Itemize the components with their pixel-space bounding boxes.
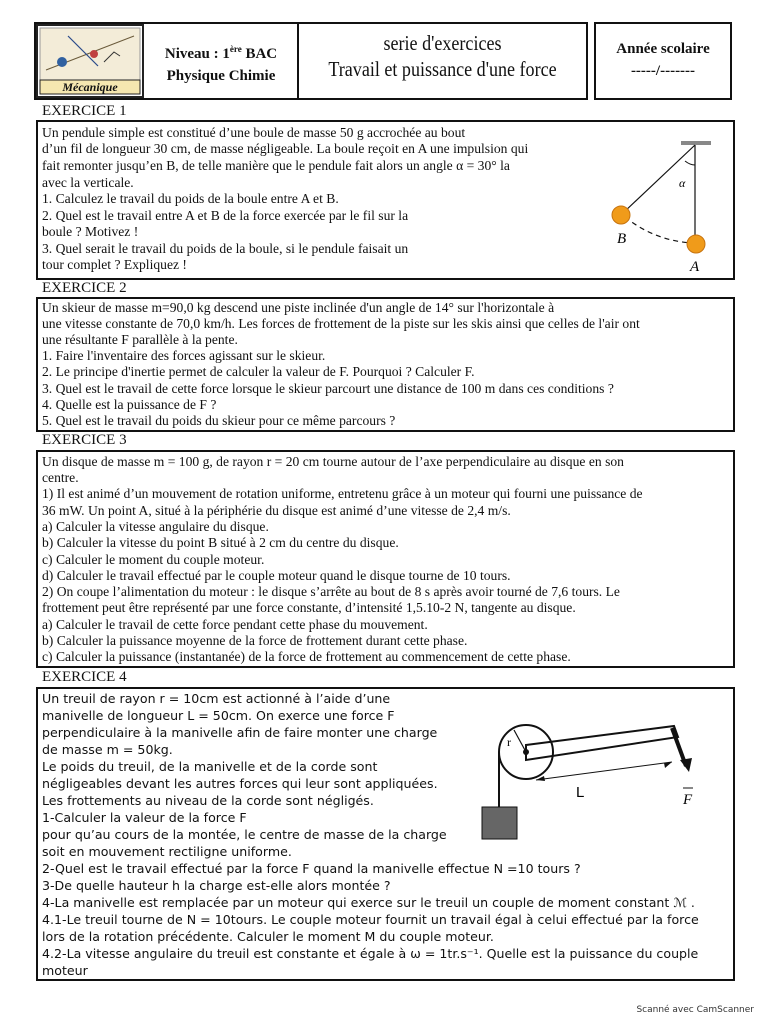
- ex4-line: 1-Calculer la valeur de la force F: [42, 810, 247, 825]
- ex4-line: lors de la rotation précédente. Calculer le moment M du couple moteur.: [42, 929, 494, 944]
- ex1-line: 1. Calculez le travail du poids de la boule entre A et B.: [42, 191, 339, 206]
- ex3-line: 1) Il est animé d’un mouvement de rotation uniforme, entretenu grâce à un moteur qui fourni une puissance de: [42, 486, 643, 501]
- ex3-line: centre.: [42, 470, 79, 485]
- ex1-line: d’un fil de longueur 30 cm, de masse négligeable. La boule reçoit en A une impulsion qui: [42, 141, 529, 156]
- ex1-line: 2. Quel est le travail entre A et B de la force exercée par le fil sur la: [42, 208, 409, 223]
- ex4-line: 4.2-La vitesse angulaire du treuil est constante et égale à ω = 1tr.s⁻¹. Quelle est la puissance du couple: [42, 946, 699, 961]
- exercise-3-title: EXERCICE 3: [42, 432, 127, 448]
- ex2-line: 4. Quelle est la puissance de F ?: [42, 397, 217, 412]
- pendulum-angle-label: α: [679, 176, 686, 190]
- pendulum-support: [681, 141, 711, 145]
- load-block: [482, 807, 517, 839]
- ex4-line: perpendiculaire à la manivelle afin de faire monter une charge: [42, 725, 438, 740]
- length-label: L: [576, 784, 585, 801]
- ex2-line: une vitesse constante de 70,0 km/h. Les forces de frottement de la piste sur les skis ainsi que celles de l'air ont: [42, 316, 640, 331]
- logo-box: [36, 24, 144, 98]
- pendulum-ball-b: [612, 206, 630, 224]
- ex4-line: moteur: [42, 963, 88, 978]
- ex4-line: manivelle de longueur L = 50cm. On exerce une force F: [42, 708, 395, 723]
- pendulum-arc: [625, 217, 693, 243]
- force-label: F: [683, 792, 693, 808]
- ex2-line: 5. Quel est le travail du poids du skieur pour ce même parcours ?: [42, 413, 396, 428]
- subject-label: Physique Chimie: [166, 68, 276, 84]
- force-arrowhead: [680, 758, 692, 772]
- mechanics-logo-icon: [38, 26, 142, 96]
- ex1-line: avec la verticale.: [42, 175, 134, 190]
- ex1-line: 3. Quel serait le travail du poids de la boule, si le pendule faisait un: [42, 241, 409, 256]
- ex3-line: b) Calculer la puissance moyenne de la force de frottement durant cette phase.: [42, 633, 468, 648]
- ex4-line: Un treuil de rayon r = 10cm est actionné à l’aide d’une: [42, 691, 391, 706]
- ex1-line: tour complet ? Expliquez !: [42, 257, 187, 272]
- ex3-line: 2) On coupe l’alimentation du moteur : le disque s’arrête au bout de 8 s après avoir tourné de 7,6 tours. Le: [42, 584, 620, 599]
- ex4-line: 2-Quel est le travail effectué par la force F quand la manivelle effectue N =10 tours ?: [42, 861, 581, 876]
- ex4-line: négligeables devant les autres forces qui leur sont appliquées.: [42, 776, 438, 791]
- ex4-line: 4-La manivelle est remplacée par un moteur qui exerce sur le treuil un couple de moment constant ℳ .: [42, 895, 695, 910]
- point-b-label: B: [617, 231, 627, 247]
- ex2-line: 1. Faire l'inventaire des forces agissant sur le skieur.: [42, 348, 326, 363]
- ex4-line: de masse m = 50kg.: [42, 742, 173, 757]
- year-block: [594, 38, 732, 82]
- ex2-line: Un skieur de masse m=90,0 kg descend une piste inclinée d'un angle de 14° sur l'horizontale à: [42, 300, 555, 315]
- year-value: -----/-------: [630, 63, 696, 79]
- pendulum-figure: [595, 135, 735, 275]
- winch-figure: [476, 700, 716, 850]
- ex3-line: frottement peut être représenté par une force constante, d’intensité 1,5.10-2 N, tangente au disque.: [42, 600, 576, 615]
- logo-label: Mécanique: [62, 80, 118, 94]
- ex4-line: 3-De quelle hauteur h la charge est-elle alors montée ?: [42, 878, 391, 893]
- ex2-line: 3. Quel est le travail de cette force lorsque le skieur parcourt une distance de 100 m dans ces conditions ?: [42, 381, 614, 396]
- ex2-line: une résultante F parallèle à la pente.: [42, 332, 238, 347]
- ex3-line: 36 mW. Un point A, situé à la périphérie du disque est animé d’une vitesse de 2,4 m/s.: [42, 503, 511, 518]
- ex2-line: 2. Le principe d'inertie permet de calculer la valeur de F. Pourquoi ? Calculer F.: [42, 364, 475, 379]
- footer-scan-note: Scanné avec CamScanner: [636, 1005, 754, 1015]
- exercise-1-title: EXERCICE 1: [42, 103, 127, 119]
- crank-arm: [526, 726, 678, 760]
- exercise-2-title: EXERCICE 2: [42, 280, 127, 296]
- exercise-4-title: EXERCICE 4: [42, 669, 127, 685]
- year-label: Année scolaire: [616, 41, 710, 57]
- ex4-line: 4.1-Le treuil tourne de N = 10tours. Le couple moteur fournit un travail égal à celui effectué par la force: [42, 912, 699, 927]
- ex4-line: soit en mouvement rectiligne uniforme.: [42, 844, 292, 859]
- ex3-line: c) Calculer la puissance (instantanée) de la force de frottement au commencement de cette phase.: [42, 649, 571, 664]
- ex4-line: Les frottements au niveau de la corde sont négligés.: [42, 793, 374, 808]
- ex3-line: Un disque de masse m = 100 g, de rayon r = 20 cm tourne autour de l’axe perpendiculaire au disque en son: [42, 454, 624, 469]
- ex4-line: pour qu’au cours de la montée, le centre de masse de la charge: [42, 827, 447, 842]
- niveau-block: [150, 38, 292, 87]
- length-dimension: [536, 762, 672, 780]
- niveau-label: Niveau : 1ère BAC: [164, 44, 278, 62]
- winch-radius: [514, 730, 526, 752]
- pendulum-angle-arc: [685, 161, 695, 165]
- title-line2: Travail et puissance d'une force: [328, 57, 557, 81]
- ex3-line: c) Calculer le moment du couple moteur.: [42, 552, 265, 567]
- ex3-line: a) Calculer le travail de cette force pendant cette phase du mouvement.: [42, 617, 428, 632]
- ex1-line: Un pendule simple est constitué d’une boule de masse 50 g accrochée au bout: [42, 125, 466, 140]
- ex3-line: d) Calculer le travail effectué par le couple moteur quand le disque tourne de 10 tours.: [42, 568, 511, 583]
- ex1-line: fait remonter jusqu’en B, de telle manière que le pendule fait alors un angle α = 30° la: [42, 158, 510, 173]
- ex1-line: boule ? Motivez !: [42, 224, 139, 239]
- series-title: [317, 30, 567, 82]
- pendulum-ball-a: [687, 235, 705, 253]
- title-line1: serie d'exercices: [383, 31, 502, 55]
- radius-label: r: [507, 735, 511, 749]
- ex3-line: a) Calculer la vitesse angulaire du disque.: [42, 519, 269, 534]
- point-a-label: A: [690, 259, 700, 275]
- ex4-line: Le poids du treuil, de la manivelle et de la corde sont: [42, 759, 378, 774]
- ex3-line: b) Calculer la vitesse du point B situé à 2 cm du centre du disque.: [42, 535, 399, 550]
- dimension-arrowhead-right: [664, 762, 672, 768]
